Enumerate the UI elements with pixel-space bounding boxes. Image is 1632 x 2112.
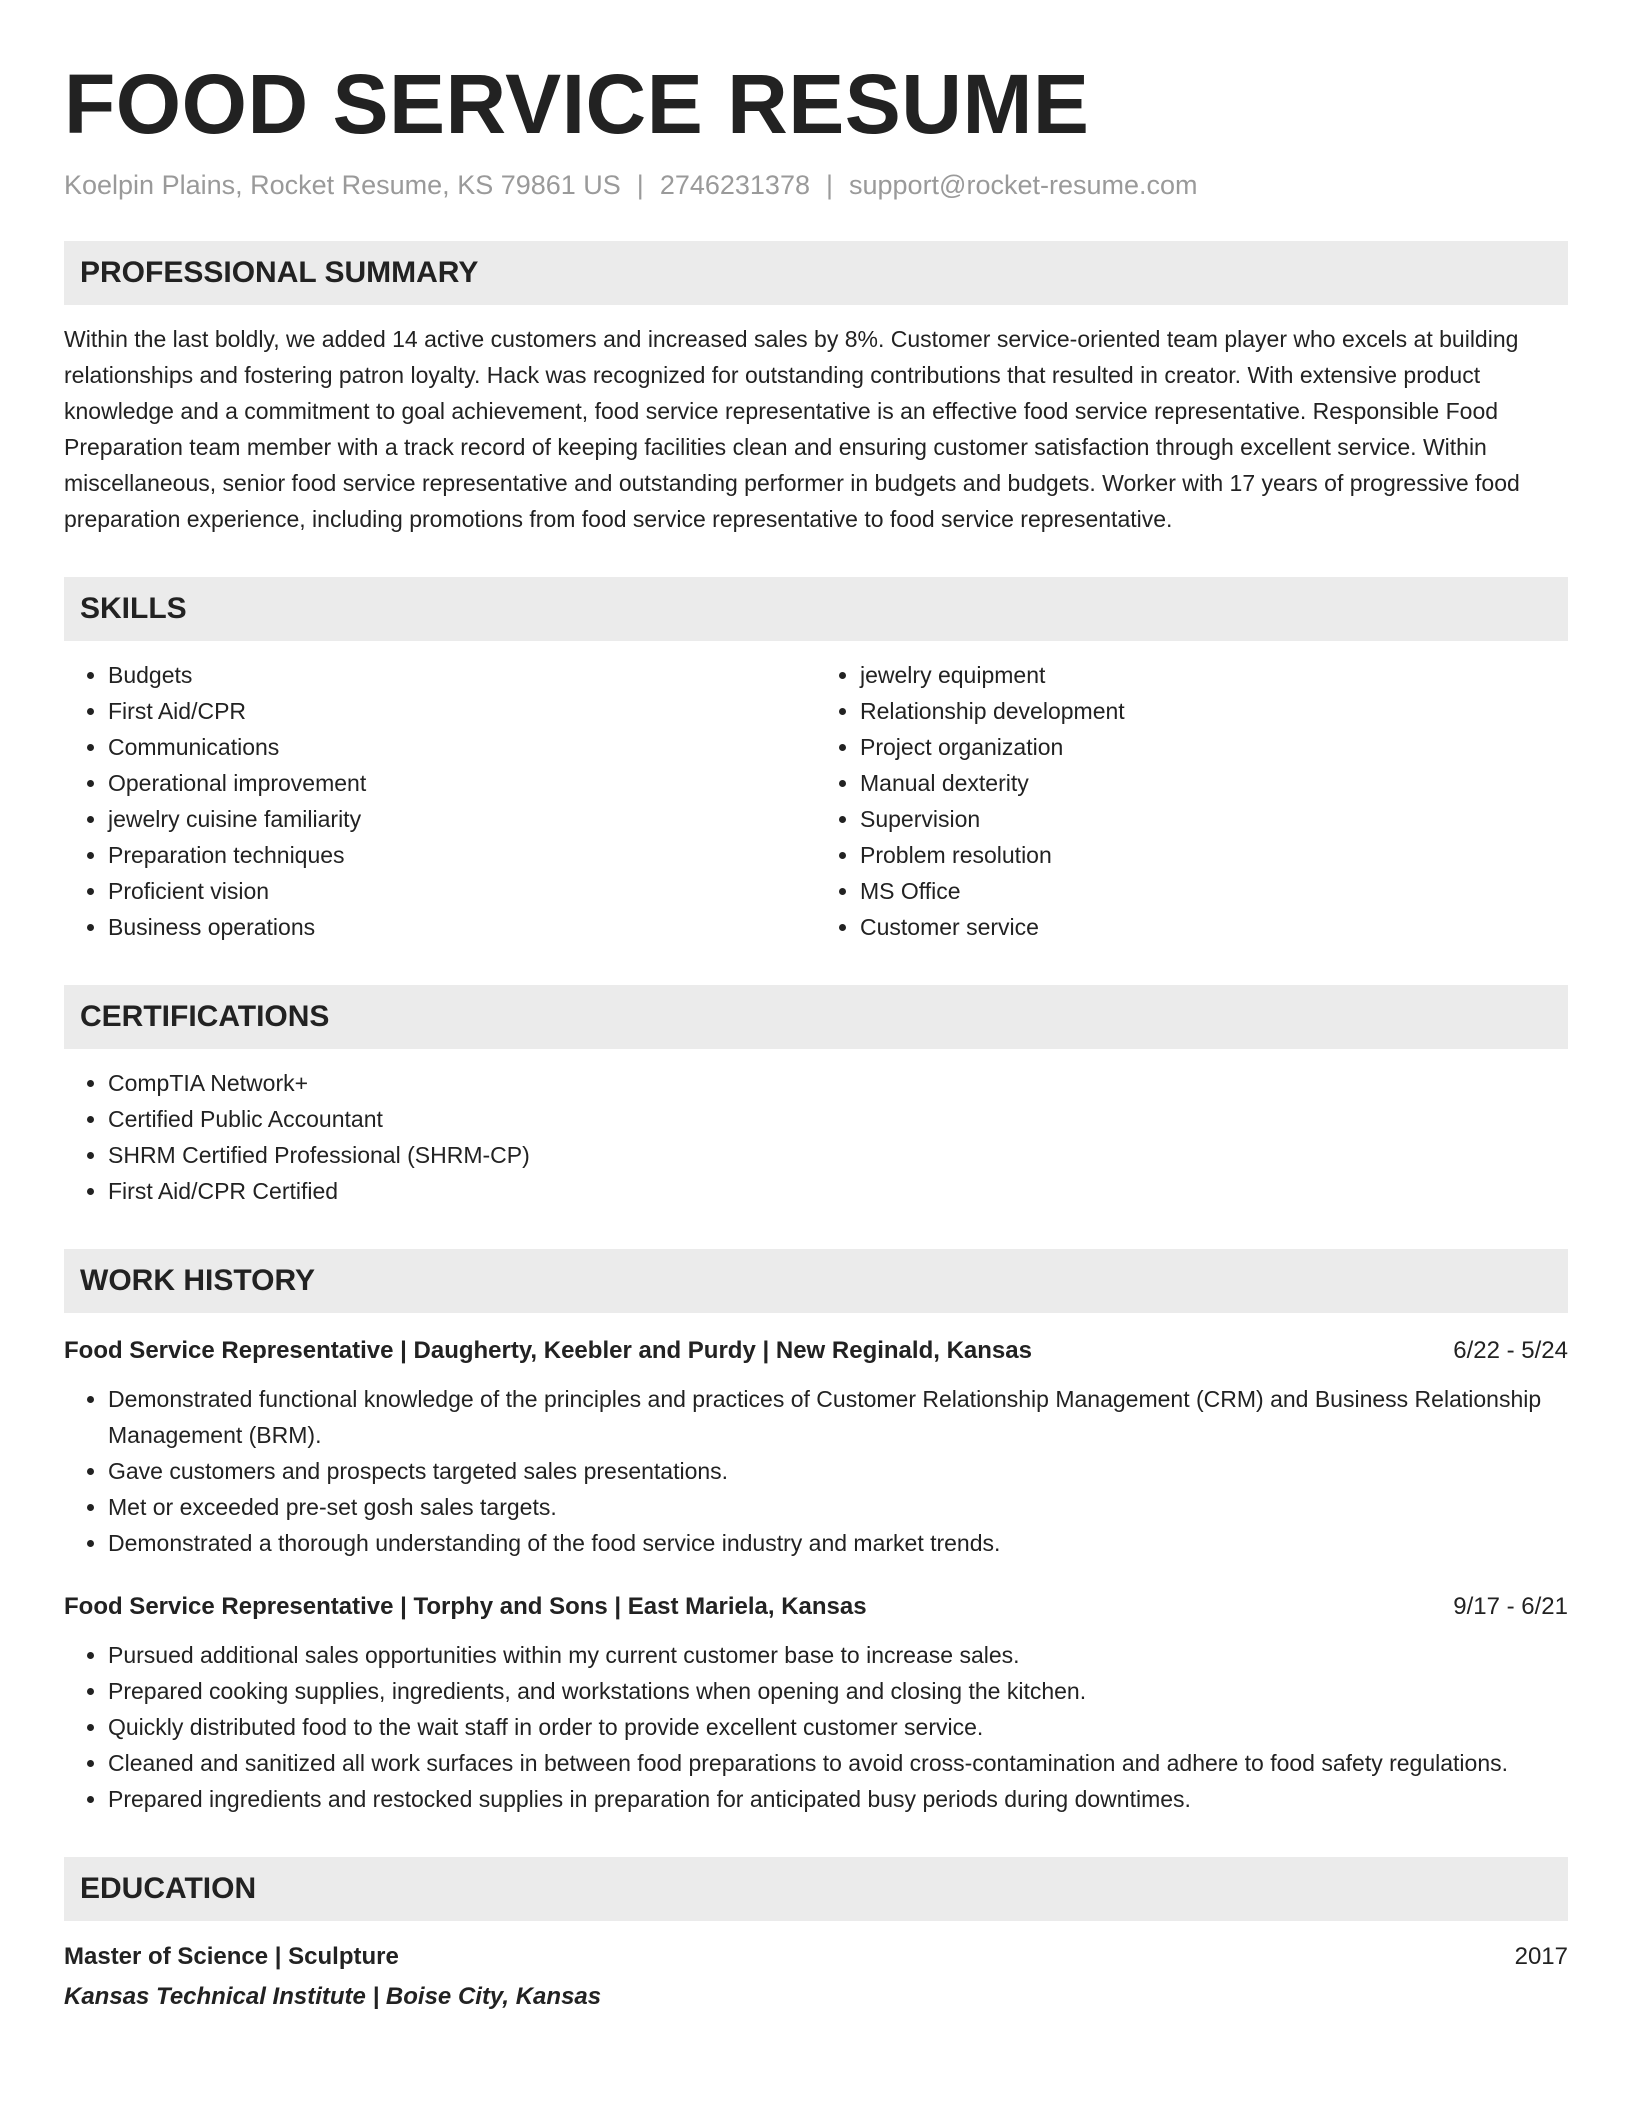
contact-separator: | bbox=[636, 170, 644, 201]
education-degree: Master of Science | Sculpture bbox=[64, 1943, 399, 1971]
job-header bbox=[64, 1589, 1568, 1625]
contact-line bbox=[64, 170, 1568, 201]
contact-email: support@rocket-resume.com bbox=[849, 170, 1198, 201]
summary-text: Within the last boldly, we added 14 active customers and increased sales by 8%. Customer service-oriented team player who excels at building relationships and fostering patron loyalty. Hack was recognized for outstanding contributions that resulted in creator. With extensive product knowledge and a commitment to goal achievement, food service representative is an effective food service representative. Responsible Food Preparation team member with a track record of keeping facilities clean and ensuring customer satisfaction through excellent service. Within miscellaneous, senior food service representative and outstanding performer in budgets and budgets. Worker with 17 years of progressive food preparation experience, including promotions from food service representative to food service representative. bbox=[64, 326, 1520, 533]
skill-item: • Customer service bbox=[860, 909, 1568, 945]
job-title: Food Service Representative | Torphy and Sons | East Mariela, Kansas bbox=[64, 1593, 867, 1621]
job-bullets bbox=[64, 1381, 1568, 1561]
contact-address: Koelpin Plains, Rocket Resume, KS 79861 US bbox=[64, 170, 621, 201]
certification-item: • First Aid/CPR Certified bbox=[108, 1173, 1568, 1209]
skill-item: • Business operations bbox=[108, 909, 816, 945]
job-bullet: • Met or exceeded pre-set gosh sales targets. bbox=[108, 1489, 1568, 1525]
skills-column-left bbox=[64, 657, 816, 945]
skill-item: • Operational improvement bbox=[108, 765, 816, 801]
education-year: 2017 bbox=[1514, 1943, 1568, 1971]
job-bullet: • Cleaned and sanitized all work surfaces in between food preparations to avoid cross-contamination and adhere to food safety regulations. bbox=[108, 1745, 1568, 1781]
skill-item: • Budgets bbox=[108, 657, 816, 693]
job-bullet: • Demonstrated functional knowledge of the principles and practices of Customer Relationship Management (CRM) and Business Relationship Management (BRM). bbox=[108, 1381, 1568, 1453]
education-school: Kansas Technical Institute | Boise City, Kansas bbox=[64, 1983, 602, 2011]
summary-heading: PROFESSIONAL SUMMARY bbox=[64, 241, 1568, 305]
skills-heading: SKILLS bbox=[64, 577, 1568, 641]
job-dates: 9/17 - 6/21 bbox=[1453, 1593, 1568, 1621]
certification-item: • CompTIA Network+ bbox=[108, 1065, 1568, 1101]
skill-item: • Communications bbox=[108, 729, 816, 765]
certification-item: • SHRM Certified Professional (SHRM-CP) bbox=[108, 1137, 1568, 1173]
skill-item: • MS Office bbox=[860, 873, 1568, 909]
skill-item: • Problem resolution bbox=[860, 837, 1568, 873]
skill-item: • Proficient vision bbox=[108, 873, 816, 909]
skills-column-right bbox=[816, 657, 1568, 945]
job-bullet: • Pursued additional sales opportunities within my current customer base to increase sales. bbox=[108, 1637, 1568, 1673]
job-bullet: • Gave customers and prospects targeted sales presentations. bbox=[108, 1453, 1568, 1489]
job-bullet: • Demonstrated a thorough understanding of the food service industry and market trends. bbox=[108, 1525, 1568, 1561]
skill-item: • jewelry equipment bbox=[860, 657, 1568, 693]
job-bullets bbox=[64, 1637, 1568, 1817]
job-bullet: • Prepared ingredients and restocked supplies in preparation for anticipated busy periods during downtimes. bbox=[108, 1781, 1568, 1817]
contact-phone: 2746231378 bbox=[659, 170, 810, 201]
skill-item: • First Aid/CPR bbox=[108, 693, 816, 729]
job-bullet: • Quickly distributed food to the wait staff in order to provide excellent customer service. bbox=[108, 1709, 1568, 1745]
skill-item: • Preparation techniques bbox=[108, 837, 816, 873]
certification-item: • Certified Public Accountant bbox=[108, 1101, 1568, 1137]
education-header bbox=[64, 1939, 1568, 1975]
job-header bbox=[64, 1333, 1568, 1369]
skill-item: • jewelry cuisine familiarity bbox=[108, 801, 816, 837]
job-bullet: • Prepared cooking supplies, ingredients, and workstations when opening and closing the kitchen. bbox=[108, 1673, 1568, 1709]
certifications-list bbox=[64, 1065, 1568, 1209]
skill-item: • Manual dexterity bbox=[860, 765, 1568, 801]
skill-item: • Project organization bbox=[860, 729, 1568, 765]
skill-item: • Relationship development bbox=[860, 693, 1568, 729]
resume-title: FOOD SERVICE RESUME bbox=[64, 57, 1090, 151]
work-history-heading: WORK HISTORY bbox=[64, 1249, 1568, 1313]
certifications-heading: CERTIFICATIONS bbox=[64, 985, 1568, 1049]
skill-item: • Supervision bbox=[860, 801, 1568, 837]
job-dates: 6/22 - 5/24 bbox=[1453, 1337, 1568, 1365]
education-heading: EDUCATION bbox=[64, 1857, 1568, 1921]
job-title: Food Service Representative | Daugherty, Keebler and Purdy | New Reginald, Kansas bbox=[64, 1337, 1032, 1365]
skills-list bbox=[64, 657, 1568, 945]
contact-separator: | bbox=[825, 170, 833, 201]
